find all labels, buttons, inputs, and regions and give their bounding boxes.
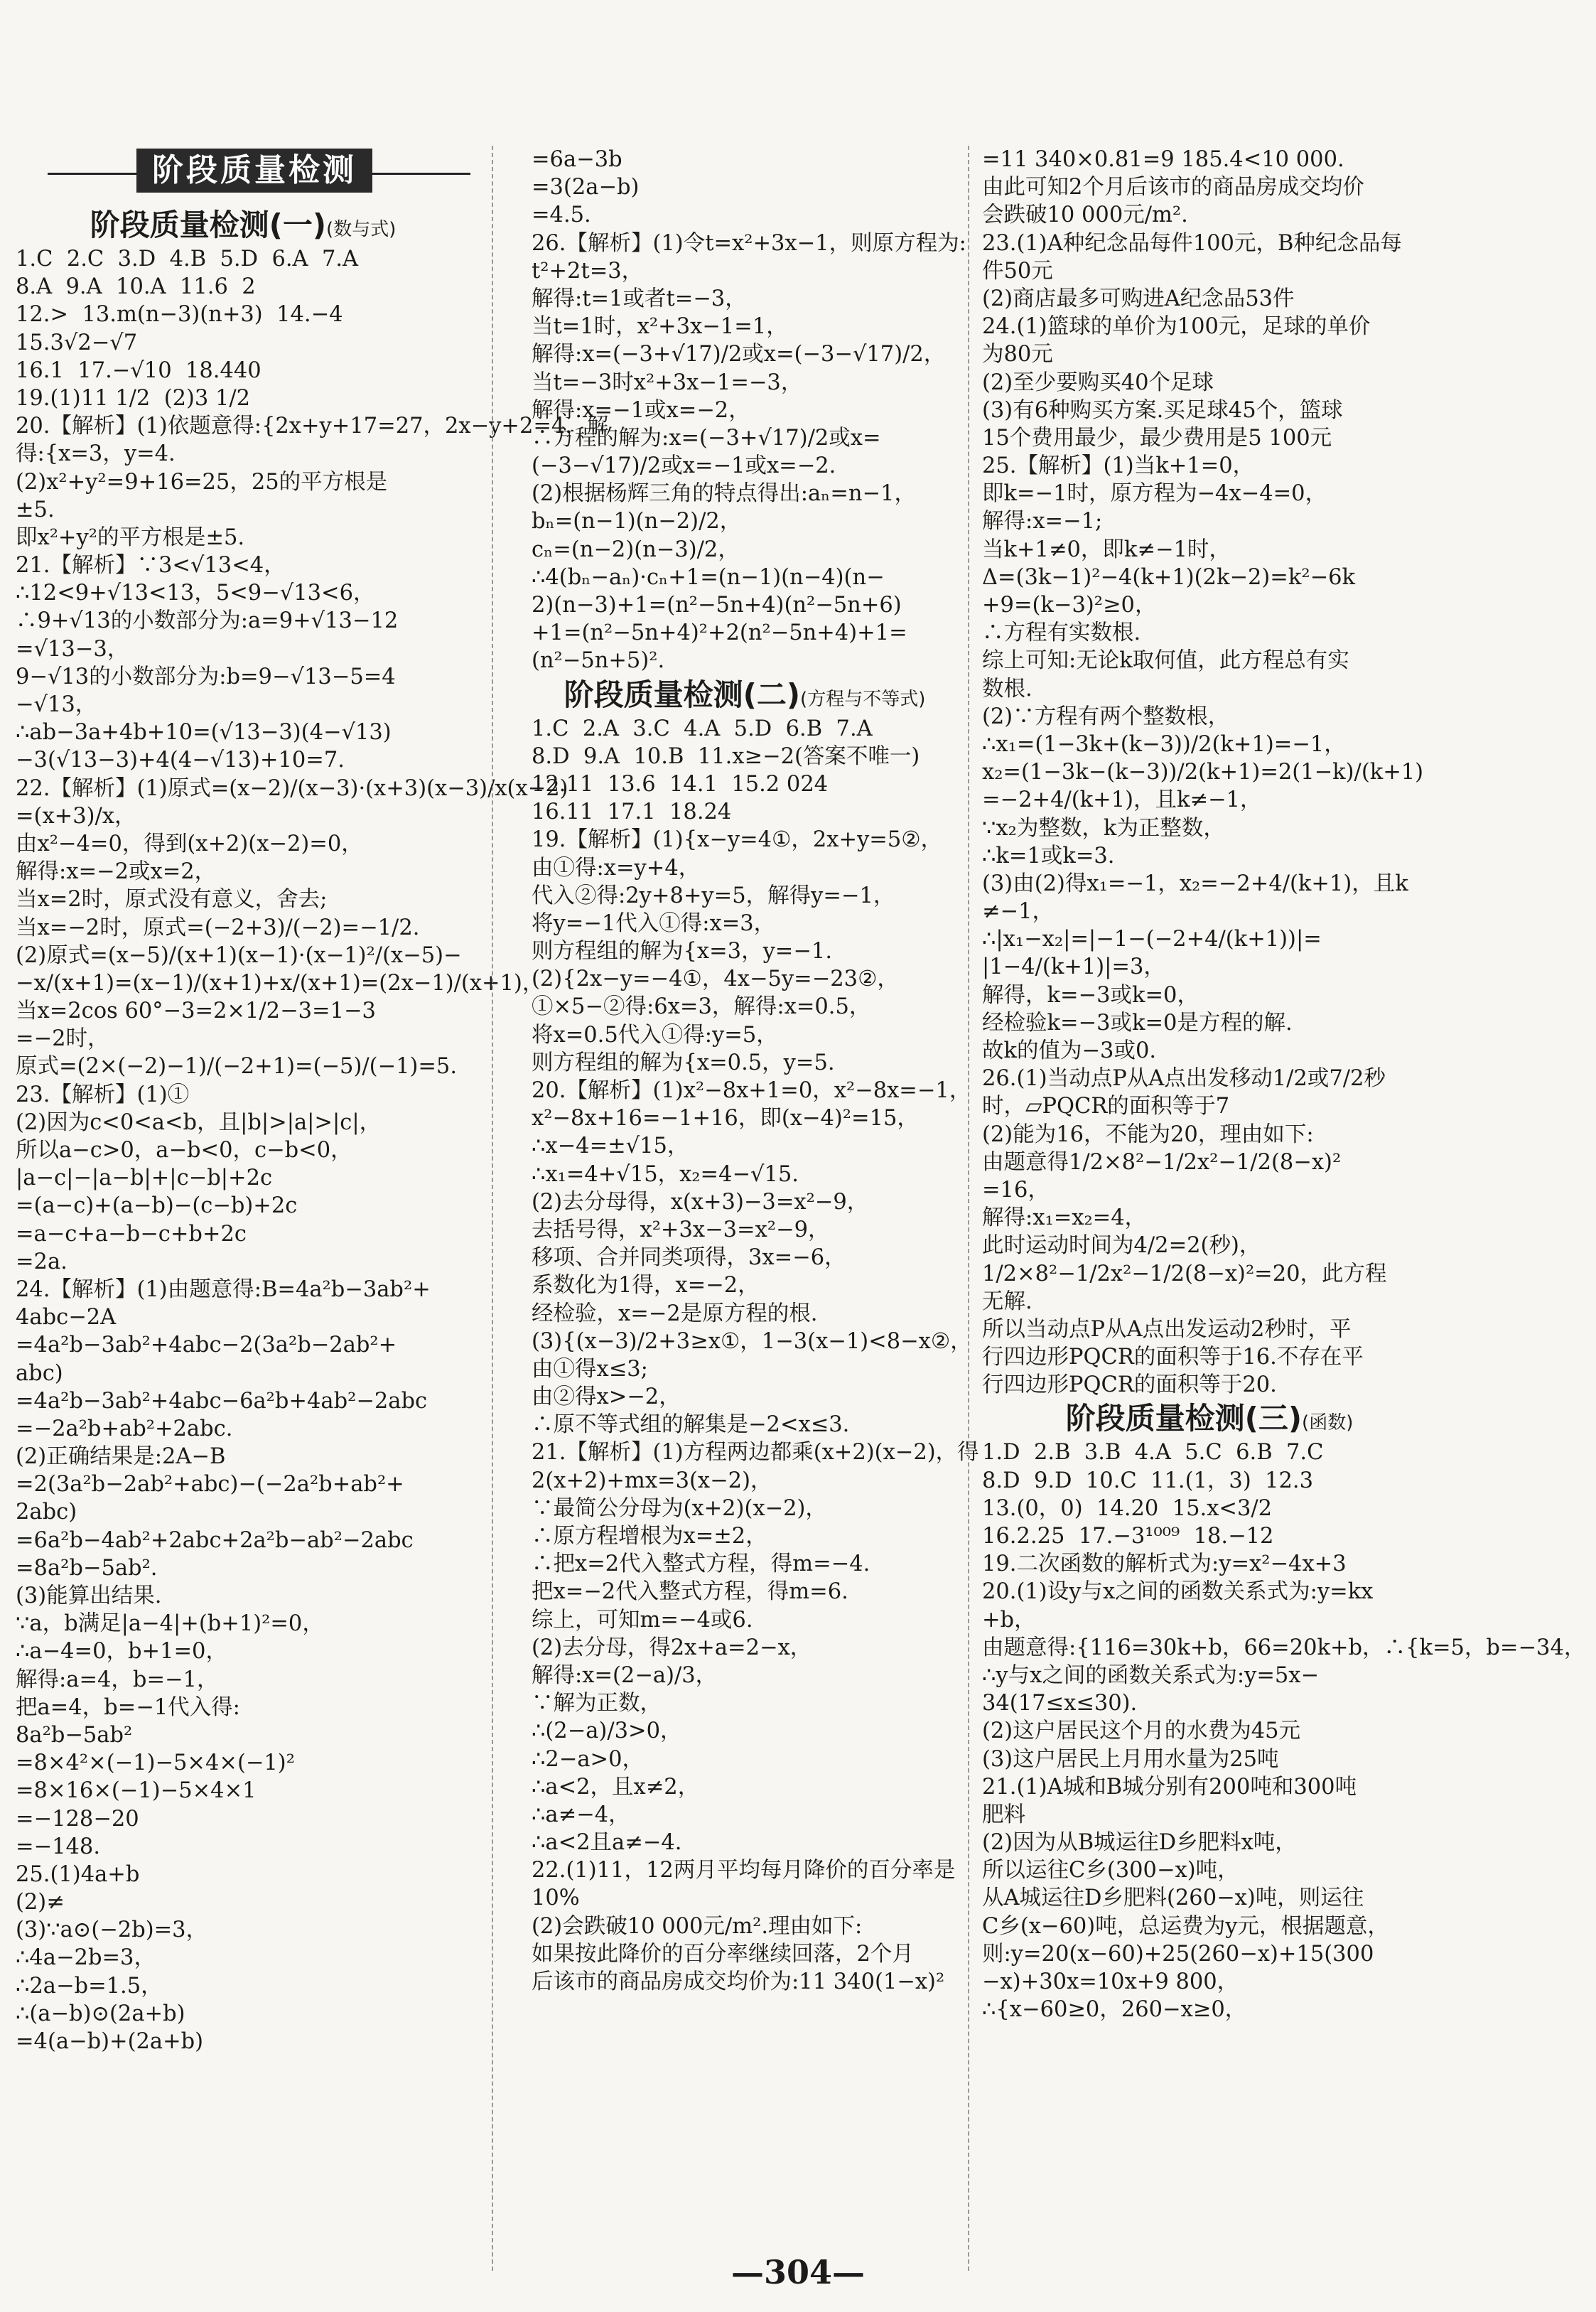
answer-line: =8×16×(−1)−5×4×1 [16,1778,257,1804]
answer-line: Δ=(3k−1)²−4(k+1)(2k−2)=k²−6k [982,564,1356,590]
answer-line: ∴4(bₙ−aₙ)·cₙ+1=(n−1)(n−4)(n− [532,564,885,590]
answer-line: ∴2a−b=1.5， [16,1973,163,1999]
answer-line: =2(3a²b−2ab²+abc)−(−2a²b+ab²+ [16,1472,404,1498]
answer-line: 则方程组的解为{x=0.5，y=5. [532,1050,835,1075]
answer-line: 当x=−2时，原式=(−2+3)/(−2)=−1/2. [16,915,420,940]
answer-line: 代入②得:2y+8+y=5，解得y=−1， [532,883,895,908]
answer-line: ≠−1， [982,899,1055,925]
section-heading-title: 阶段质量检测(三) [1065,1401,1303,1436]
answer-line: 13.(0，0) 14.20 15.x<3/2 [982,1495,1273,1521]
answer-line: 20.【解析】(1)x²−8x+1=0，x²−8x=−1， [532,1078,971,1103]
answer-line: −3(√13−3)+4(4−√13)+10=7. [16,748,345,773]
answer-line: 得:{x=3，y=4. [16,441,176,467]
answer-line: 经检验，x=−2是原方程的根. [532,1301,818,1326]
section-heading-title: 阶段质量检测(一) [90,208,327,242]
answer-line: 2(x+2)+mx=3(x−2)， [532,1468,772,1493]
answer-line: =11 340×0.81=9 185.4<10 000. [982,147,1344,172]
answer-line: 19.(1)11 1/2 (2)3 1/2 [16,385,251,411]
answer-line: 即x²+y²的平方根是±5. [16,525,245,550]
answer-line: =4a²b−3ab²+4abc−6a²b+4ab²−2abc [16,1388,428,1414]
answer-line: ∴2−a>0， [532,1746,645,1772]
answer-line: 12.11 13.6 14.1 15.2 024 [532,771,829,797]
answer-line: =8a²b−5ab². [16,1555,158,1581]
answer-line: 19.【解析】(1){x−y=4①，2x+y=5②， [532,827,943,853]
answer-line: x₂=(1−3k−(k−3))/2(k+1)=2(1−k)/(k+1) [982,760,1424,785]
answer-line: 解得:x=−2或x=2， [16,859,217,885]
answer-line: 原式=(2×(−2)−1)/(−2+1)=(−5)/(−1)=5. [16,1054,458,1080]
answer-line: |1−4/(k+1)|=3， [982,955,1165,980]
answer-line: +9=(k−3)²≥0， [982,593,1157,618]
answer-line: ∵解为正数， [532,1691,662,1716]
answer-line: (2)去分母，得2x+a=2−x， [532,1635,812,1660]
answer-line: 综上，可知m=−4或6. [532,1607,753,1633]
answer-line: 23.(1)A种纪念品每件100元，B种纪念品每 [982,230,1402,256]
answer-line: (2)至少要购买40个足球 [982,370,1214,395]
answer-line: (3)有6种购买方案.买足球45个，篮球 [982,397,1343,423]
answer-line: 25.(1)4a+b [16,1861,140,1887]
banner-title: 阶段质量检测 [136,149,372,193]
answer-line: 所以当动点P从A点出发运动2秒时，平 [982,1316,1352,1342]
answer-line: =−2+4/(k+1)，且k≠−1， [982,787,1262,813]
answer-line: 22.(1)11，12两月平均每月降价的百分率是 [532,1858,956,1883]
answer-line: =3(2a−b) [532,175,640,200]
answer-line: ∴x₁=4+√15，x₂=4−√15. [532,1161,799,1187]
answer-line: 19.二次函数的解析式为:y=x²−4x+3 [982,1552,1347,1577]
answer-line: 解得，k=−3或k=0， [982,982,1199,1008]
answer-line: 8.D 9.A 10.B 11.x≥−2(答案不唯一) [532,743,920,769]
answer-line: 此时运动时间为4/2=2(秒)， [982,1233,1261,1259]
answer-line: 当k+1≠0，即k≠−1时， [982,537,1231,562]
answer-line: =−2时， [16,1026,109,1052]
answer-line: 综上可知:无论k取何值，此方程总有实 [982,648,1349,674]
answer-line: 由①得:x=y+4， [532,855,701,881]
answer-line: 21.【解析】(1)方程两边都乘(x+2)(x−2)，得 [532,1440,979,1466]
answer-line: =6a²b−4ab²+2abc+2a²b−ab²−2abc [16,1527,414,1553]
answer-line: ∴9+√13的小数部分为:a=9+√13−12 [16,608,399,634]
answer-line: C乡(x−60)吨，总运费为y元，根据题意， [982,1913,1389,1939]
answer-line: 当x=2cos 60°−3=2×1/2−3=1−3 [16,999,376,1024]
answer-line: 解得:t=1或者t=−3， [532,286,747,311]
answer-line: ∴把x=2代入整式方程，得m=−4. [532,1552,870,1577]
answer-line: cₙ=(n−2)(n−3)/2， [532,537,740,562]
answer-line: ∴原方程增根为x=±2， [532,1524,767,1549]
answer-line: (3)由(2)得x₁=−1，x₂=−2+4/(k+1)，且k [982,871,1408,896]
answer-line: 1.D 2.B 3.B 4.A 5.C 6.B 7.C [982,1440,1324,1466]
answer-line: 将y=−1代入①得:x=3， [532,910,776,936]
answer-line: 行四边形PQCR的面积等于20. [982,1372,1277,1398]
answer-line: 经检验k=−3或k=0是方程的解. [982,1010,1293,1036]
answer-line: 1.C 2.A 3.C 4.A 5.D 6.B 7.A [532,716,873,741]
section-heading [532,675,958,715]
answer-line: 由②得x>−2， [532,1384,681,1410]
answer-line: (2){2x−y=−4①，4x−5y=−23②， [532,967,899,992]
answer-line: 从A城运往D乡肥料(260−x)吨，则运往 [982,1886,1364,1911]
section-heading-subtitle: (函数) [1302,1412,1354,1434]
answer-line: −x)+30x=10x+9 800， [982,1969,1239,1994]
answer-line: 去括号得，x²+3x−3=x²−9， [532,1217,830,1242]
answer-line: ∴4a−2b=3， [16,1945,156,1971]
answer-line: ∴x−4=±√15， [532,1134,689,1159]
answer-line: 2abc) [16,1500,77,1525]
answer-line: (3)这户居民上月用水量为25吨 [982,1746,1279,1772]
answer-line: 16.11 17.1 18.24 [532,800,732,825]
answer-line: 将x=0.5代入①得:y=5， [532,1022,778,1048]
answer-line: 21.(1)A城和B城分别有200吨和300吨 [982,1774,1357,1800]
answer-line: 2)(n−3)+1=(n²−5n+4)(n²−5n+6) [532,593,902,618]
answer-line: (−3−√17)/2或x=−1或x=−2. [532,453,836,479]
answer-line: 为80元 [982,342,1053,367]
answer-line: 24.【解析】(1)由题意得:B=4a²b−3ab²+ [16,1276,431,1302]
answer-line: 时，▱PQCR的面积等于7 [982,1094,1230,1119]
answer-line: 26.【解析】(1)令t=x²+3x−1，则原方程为: [532,230,966,256]
answer-line: (2)商店最多可购进A纪念品53件 [982,286,1295,311]
answer-line: (2)根据杨辉三角的特点得出:aₙ=n−1， [532,481,917,507]
answer-line: 22.【解析】(1)原式=(x−2)/(x−3)·(x+3)(x−3)/x(x−2) [16,775,568,801]
answer-line: −x/(x+1)=(x−1)/(x+1)+x/(x+1)=(2x−1)/(x+1)， [16,970,544,996]
answer-line: ∴(a−b)⊙(2a+b) [16,2001,185,2026]
answer-line: 15.3√2−√7 [16,330,138,355]
answer-line: =4.5. [532,203,591,228]
page-number: —304— [730,2253,866,2291]
answer-line: 20.【解析】(1)依题意得:{2x+y+17=27，2x−y+2=4，解 [16,414,609,439]
answer-line: 故k的值为−3或0. [982,1038,1157,1063]
section-heading-subtitle: (数与式) [326,219,397,240]
answer-line: ∴ab−3a+4b+10=(√13−3)(4−√13) [16,720,392,746]
answer-line: ∵x₂为整数，k为正整数， [982,815,1225,841]
answer-line: (2)因为从B城运往D乡肥料x吨， [982,1830,1297,1856]
answer-line: 24.(1)篮球的单价为100元，足球的单价 [982,314,1371,340]
answer-line: ∴a<2且a≠−4. [532,1830,682,1856]
answer-line: =6a−3b [532,147,622,172]
answer-line: ∴方程的解为:x=(−3+√17)/2或x= [532,425,881,451]
answer-line: ±5. [16,497,55,522]
answer-line: 移项、合并同类项得，3x=−6， [532,1245,846,1271]
section-heading [982,1399,1437,1439]
answer-line: ∴x₁=(1−3k+(k−3))/2(k+1)=−1， [982,731,1346,757]
answer-line: ∴12<9+√13<13，5<9−√13<6， [16,581,375,606]
answer-line: 10% [532,1886,580,1911]
answer-line: 数根. [982,676,1032,701]
answer-line: 1.C 2.C 3.D 4.B 5.D 6.A 7.A [16,247,359,271]
answer-line: 当t=1时，x²+3x−1=1， [532,314,788,340]
answer-line: 26.(1)当动点P从A点出发移动1/2或7/2秒 [982,1066,1386,1092]
answer-line: (2)会跌破10 000元/m².理由如下: [532,1913,863,1939]
answer-line: =−2a²b+ab²+2abc. [16,1416,233,1441]
answer-line: 解得:x=(2−a)/3， [532,1662,718,1688]
answer-line: =a−c+a−b−c+b+2c [16,1221,247,1247]
answer-line: 8.D 9.D 10.C 11.(1，3) 12.3 [982,1468,1314,1493]
answer-line: +1=(n²−5n+4)²+2(n²−5n+4)+1= [532,620,907,646]
answer-line: ∴方程有实数根. [982,620,1141,646]
answer-line: (2)因为c<0<a<b，且|b|>|a|>|c|， [16,1109,382,1135]
column-right [982,146,1586,2023]
answer-line: ∴a≠−4， [532,1802,630,1827]
answer-line: (3){(x−3)/2+3≥x①，1−3(x−1)<8−x②， [532,1328,972,1354]
answer-line: 16.1 17.−√10 18.440 [16,357,261,383]
answer-line: 无解. [982,1289,1032,1314]
answer-line: +b， [982,1607,1036,1633]
answer-line: 4abc−2A [16,1305,117,1330]
answer-line: (3)∵a⊙(−2b)=3， [16,1918,208,1943]
answer-line: 则方程组的解为{x=3，y=−1. [532,939,833,964]
answer-line: 系数化为1得，x=−2， [532,1273,760,1299]
answer-line: (2)去分母得，x(x+3)−3=x²−9， [532,1189,869,1215]
answer-line: (2)x²+y²=9+16=25，25的平方根是 [16,469,388,495]
answer-line: 后该市的商品房成交均价为:11 340(1−x)² [532,1969,945,1994]
answer-line: ①×5−②得:6x=3，解得:x=0.5， [532,994,871,1020]
answer-line: =(x+3)/x， [16,803,136,829]
answer-line: 行四边形PQCR的面积等于16.不存在平 [982,1345,1364,1370]
answer-line: ∴(2−a)/3>0， [532,1719,682,1744]
answer-line: 所以a−c>0，a−b<0，c−b<0， [16,1138,352,1163]
answer-line: =−148. [16,1834,101,1859]
answer-line: 23.【解析】(1)① [16,1082,190,1107]
answer-line: ∴k=1或k=3. [982,843,1115,869]
answer-line: =2a. [16,1249,68,1274]
section-banner [16,146,470,200]
answer-line: ∵最简公分母为(x+2)(x−2)， [532,1495,827,1521]
answer-line: (2)原式=(x−5)/(x+1)(x−1)·(x−1)²/(x−5)− [16,942,462,968]
answer-line: 则:y=20(x−60)+25(260−x)+15(300 [982,1941,1374,1967]
answer-line: 当x=2时，原式没有意义，舍去; [16,887,328,913]
answer-line: (2)能为16，不能为20，理由如下: [982,1122,1314,1147]
answer-line: x²−8x+16=−1+16，即(x−4)²=15， [532,1106,919,1131]
answer-line: =−128−20 [16,1806,139,1832]
answer-line: 8.A 9.A 10.A 11.6 2 [16,274,256,300]
answer-line: =4(a−b)+(2a+b) [16,2029,204,2054]
answer-line: 解得:x=(−3+√17)/2或x=(−3−√17)/2， [532,342,946,367]
answer-line: 由此可知2个月后该市的商品房成交均价 [982,175,1364,200]
answer-line: (2)这户居民这个月的水费为45元 [982,1719,1301,1744]
answer-line: 肥料 [982,1802,1025,1827]
answer-line: ∴|x₁−x₂|=|−1−(−2+4/(k+1))|= [982,927,1322,952]
answer-line: 8a²b−5ab² [16,1722,133,1748]
section-heading-subtitle: (方程与不等式) [800,688,926,710]
answer-line: abc) [16,1360,63,1386]
answer-line: (3)能算出结果. [16,1584,162,1608]
answer-line: |a−c|−|a−b|+|c−b|+2c [16,1166,273,1191]
answer-line: (2)∵方程有两个整数根， [982,704,1230,729]
column-divider [968,146,969,2271]
answer-line: 34(17≤x≤30). [982,1691,1138,1716]
answer-line: 15个费用最少，最少费用是5 100元 [982,425,1332,451]
answer-line: 即k=−1时，原方程为−4x−4=0， [982,481,1327,507]
answer-line: =(a−c)+(a−b)−(c−b)+2c [16,1193,298,1219]
section-heading-title: 阶段质量检测(二) [564,677,801,712]
answer-line: 20.(1)设y与x之间的函数关系式为:y=kx [982,1579,1374,1605]
answer-line: 解得:a=4，b=−1， [16,1667,219,1692]
answer-line: 16.2.25 17.−3¹⁰⁰⁹ 18.−12 [982,1524,1274,1549]
section-heading [16,205,470,245]
answer-line: 所以运往C乡(300−x)吨， [982,1858,1239,1883]
answer-line: 会跌破10 000元/m². [982,203,1188,228]
answer-line: 由x²−4=0，得到(x+2)(x−2)=0， [16,831,363,856]
column-divider [492,146,493,2271]
answer-line: (2)正确结果是:2A−B [16,1444,226,1470]
answer-line: ∴a<2，且x≠2， [532,1774,700,1800]
answer-line: 由①得x≤3; [532,1356,648,1382]
answer-line: 由题意得:{116=30k+b，66=20k+b，∴{k=5，b=−34， [982,1635,1586,1660]
answer-line: 解得:x₁=x₂=4， [982,1205,1147,1231]
answer-line: =4a²b−3ab²+4abc−2(3a²b−2ab²+ [16,1333,397,1358]
answer-line: 解得:x=−1; [982,509,1103,534]
answer-line: −√13， [16,692,97,717]
answer-line: ∴y与x之间的函数关系式为:y=5x− [982,1662,1320,1688]
answer-line: 由题意得1/2×8²−1/2x²−1/2(8−x)² [982,1149,1342,1175]
answer-line: 21.【解析】∵3<√13<4， [16,553,286,579]
answer-line: (2)≠ [16,1890,65,1915]
answer-line: 12.> 13.m(n−3)(n+3) 14.−4 [16,302,343,328]
answer-line: 解得:x=−1或x=−2， [532,397,750,423]
answer-line: ∴原不等式组的解集是−2<x≤3. [532,1412,850,1438]
answer-line: =8×4²×(−1)−5×4×(−1)² [16,1751,295,1776]
answer-line: t²+2t=3， [532,258,644,284]
answer-line: ∵a，b满足|a−4|+(b+1)²=0， [16,1611,324,1637]
answer-line: 把x=−2代入整式方程，得m=6. [532,1579,848,1605]
answer-line: 25.【解析】(1)当k+1=0， [982,453,1255,479]
answer-line: 如果按此降价的百分率继续回落，2个月 [532,1941,914,1967]
answer-line: bₙ=(n−1)(n−2)/2， [532,509,742,534]
answer-line: (n²−5n+5)². [532,648,665,674]
answer-line: ∴a−4=0，b+1=0， [16,1639,227,1665]
answer-line: =√13−3， [16,636,129,662]
answer-line: ∴{x−60≥0，260−x≥0， [982,1997,1247,2023]
answer-line: 当t=−3时x²+3x−1=−3， [532,370,803,395]
answer-line: 1/2×8²−1/2x²−1/2(8−x)²=20，此方程 [982,1261,1387,1286]
answer-line: =16， [982,1177,1050,1203]
answer-line: 件50元 [982,258,1053,284]
answer-line: 9−√13的小数部分为:b=9−√13−5=4 [16,664,396,689]
answer-line: 把a=4，b=−1代入得: [16,1694,240,1720]
column-middle [532,146,979,1996]
